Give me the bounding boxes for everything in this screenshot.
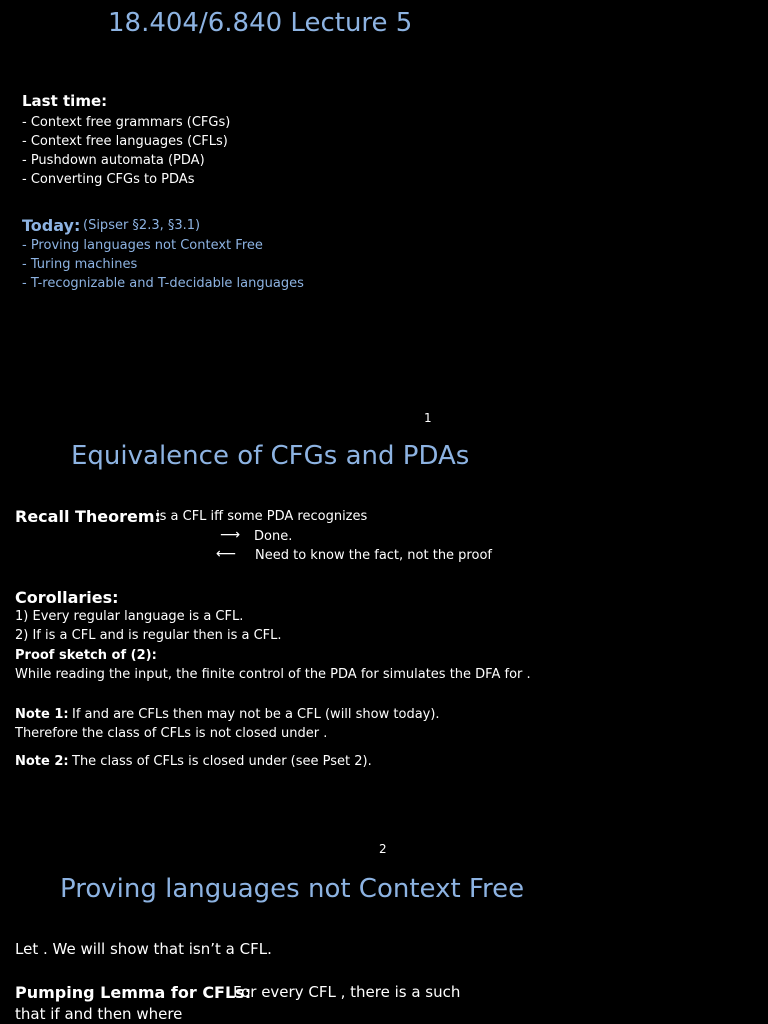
last-time-item: - Pushdown automata (PDA) (22, 153, 205, 168)
done-text: Done. (254, 529, 293, 544)
today-item: - T-recognizable and T-decidable languages (22, 276, 304, 291)
today-reference: (Sipser §2.3, §3.1) (83, 218, 201, 233)
last-time-item: - Converting CFGs to PDAs (22, 172, 195, 187)
pumping-lemma-label: Pumping Lemma for CFLs: (15, 983, 252, 1002)
recall-theorem-text: is a CFL iff some PDA recognizes (156, 509, 368, 524)
pumping-lemma-text-continued: that if and then where (15, 1005, 183, 1023)
last-time-heading: Last time: (22, 92, 108, 110)
left-arrow-icon: ⟵ (216, 546, 237, 562)
proof-sketch-heading: Proof sketch of (2): (15, 648, 157, 663)
page-number: 1 (424, 411, 432, 425)
pumping-lemma-text: For every CFL , there is a such (233, 983, 461, 1001)
page-number: 2 (379, 842, 387, 856)
today-item: - Turing machines (22, 257, 138, 272)
lecture-title: 18.404/6.840 Lecture 5 (108, 8, 413, 38)
note1-text: If and are CFLs then may not be a CFL (will show today). (72, 707, 440, 722)
today-item: - Proving languages not Context Free (22, 238, 263, 253)
corollary-item: 2) If is a CFL and is regular then is a CFL. (15, 628, 282, 643)
last-time-item: - Context free grammars (CFGs) (22, 115, 231, 130)
right-arrow-icon: ⟶ (220, 527, 241, 543)
slide-title: Proving languages not Context Free (60, 874, 525, 904)
corollary-item: 1) Every regular language is a CFL. (15, 609, 244, 624)
proof-sketch-text: While reading the input, the finite control of the PDA for simulates the DFA for . (15, 667, 531, 682)
note1-text-continued: Therefore the class of CFLs is not closed under . (15, 726, 328, 741)
note2-label: Note 2: (15, 754, 69, 769)
today-heading: Today: (22, 216, 81, 235)
let-statement: Let . We will show that isn’t a CFL. (15, 940, 272, 958)
corollaries-heading: Corollaries: (15, 588, 119, 607)
note2-text: The class of CFLs is closed under (see Pset 2). (72, 754, 372, 769)
note1-label: Note 1: (15, 707, 69, 722)
need-to-know-text: Need to know the fact, not the proof (255, 548, 492, 563)
last-time-item: - Context free languages (CFLs) (22, 134, 228, 149)
recall-theorem-label: Recall Theorem: (15, 507, 161, 526)
slide-title: Equivalence of CFGs and PDAs (71, 441, 470, 471)
